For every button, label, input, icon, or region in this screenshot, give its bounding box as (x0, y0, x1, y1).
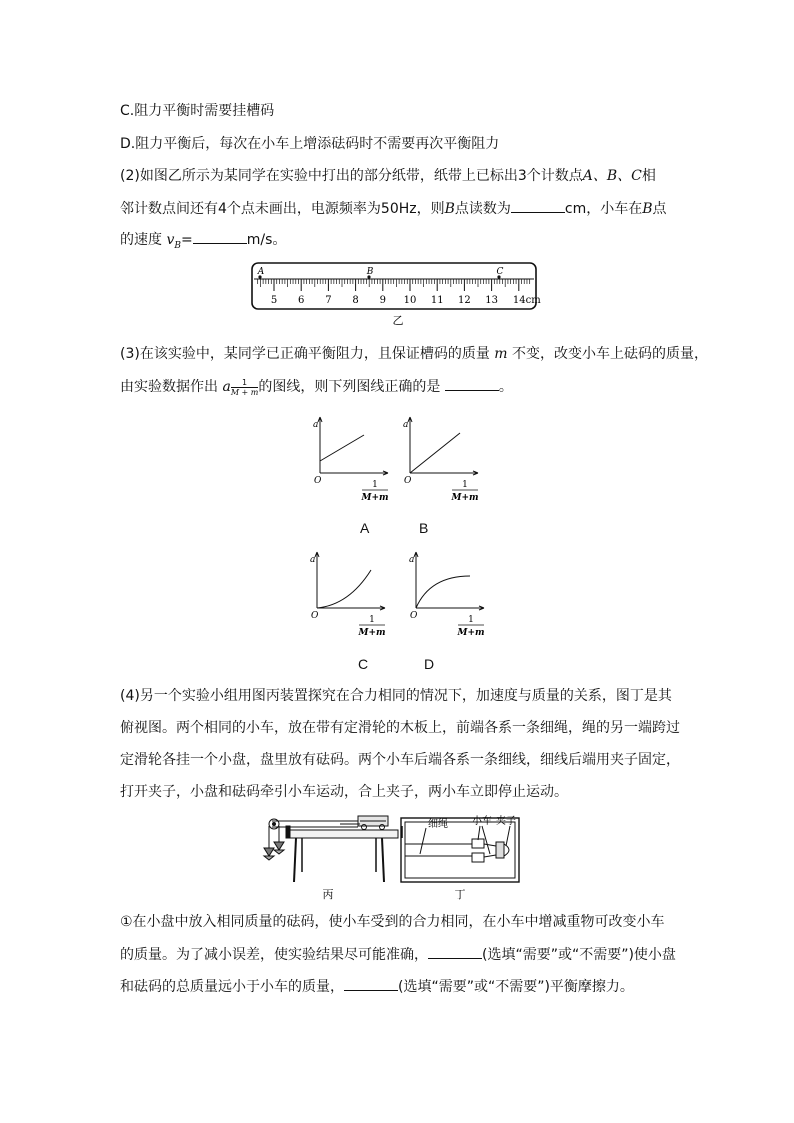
question-4-line-2: 俯视图。两个相同的小车，放在带有定滑轮的木板上，前端各系一条细绳，绳的另一端跨过 (120, 720, 680, 736)
question-3-line-1: (3)在该实验中，某同学已正确平衡阻力，且保证槽码的质量 m 不变，改变小车上砝码的质量， (120, 346, 709, 362)
ruler-tick-label: 14cm (512, 295, 541, 306)
question-3-line-2: 由实验数据作出 a $\frac{1}{M + m}$ 的图线，则下列图线正确的是 。 (120, 377, 513, 397)
graph-origin-label: O (404, 476, 412, 486)
answer-blank[interactable] (511, 198, 565, 213)
graph-x-denominator: M+m (457, 628, 485, 638)
ruler-tick-label: 6 (298, 295, 305, 306)
graph-label-d: D (424, 656, 435, 672)
graph-option-c (305, 550, 395, 645)
label-rope: 细绳 (428, 819, 448, 830)
side-view-apparatus (264, 816, 402, 882)
question-2-line-1: (2)如图乙所示为某同学在实验中打出的部分纸带，纸带上已标出3个计数点A、B、C相 (120, 168, 656, 184)
answer-blank[interactable] (445, 376, 499, 391)
graph-x-numerator: 1 (372, 480, 378, 490)
counting-point-label: C (496, 267, 504, 277)
graph-x-numerator: 1 (468, 615, 474, 625)
question-2-line-3: 的速度 $v_B= m/s$。 (120, 229, 286, 256)
ruler-tick-label: 10 (403, 295, 417, 306)
graph-option-a (308, 415, 398, 510)
ruler-tick-label: 11 (430, 295, 444, 306)
question-4-line-3: 定滑轮各挂一个小盘，盘里放有砝码。两个小车后端各系一条细线，细线后端用夹子固定， (120, 752, 680, 768)
graph-origin-label: O (314, 476, 322, 486)
counting-point-label: A (257, 267, 265, 277)
graph-y-axis-label: a (310, 555, 316, 565)
question-5-line-2: 的质量。为了减小误差，使实验结果尽可能准确， (选填“需要”或“不需要”)使小盘 (120, 944, 676, 965)
graph-label-b: B (419, 520, 429, 536)
top-view-apparatus (401, 818, 519, 882)
figure-caption-bing: 丙 (322, 888, 334, 901)
option-d: D.阻力平衡后，每次在小车上增添砝码时不需要再次平衡阻力 (120, 136, 500, 152)
graph-y-axis-label: a (409, 555, 415, 565)
graph-y-axis-label: a (403, 420, 409, 430)
tape-ruler-figure (250, 260, 540, 330)
graph-x-numerator: 1 (369, 615, 375, 625)
question-5-line-1: ①在小盘中放入相同质量的砝码，使小车受到的合力相同，在小车中增减重物可改变小车 (120, 914, 665, 930)
graph-x-denominator: M+m (451, 493, 479, 503)
question-5-line-3: 和砝码的总质量远小于小车的质量， (选填“需要”或“不需要”)平衡摩擦力。 (120, 976, 634, 997)
answer-blank[interactable] (428, 944, 482, 959)
question-2-line-2: 邻计数点间还有4个点未画出，电源频率为50Hz，则B点读数为 cm，小车在B点 (120, 198, 667, 219)
graph-origin-label: O (410, 611, 418, 621)
ruler-tick-label: 9 (379, 295, 386, 306)
label-cart: 小车 (472, 816, 492, 827)
graph-x-numerator: 1 (462, 480, 468, 490)
ruler-tick-label: 8 (352, 295, 359, 306)
ruler-tick-label: 7 (325, 295, 332, 306)
answer-blank[interactable] (344, 976, 398, 991)
graph-label-c: C (358, 656, 369, 672)
question-4-line-1: (4)另一个实验小组用图丙装置探究在合力相同的情况下，加速度与质量的关系，图丁是其 (120, 688, 672, 704)
graph-x-denominator: M+m (358, 628, 386, 638)
ruler-tick-label: 13 (485, 295, 498, 306)
question-4-line-4: 打开夹子，小盘和砝码牵引小车运动，合上夹子，两小车立即停止运动。 (120, 784, 568, 800)
graph-option-d (404, 550, 494, 645)
ruler-tick-label: 12 (458, 295, 471, 306)
figure-caption-yi: 乙 (392, 314, 404, 327)
counting-point-label: B (366, 267, 374, 277)
ruler-tick-label: 5 (270, 295, 278, 306)
option-c: C.阻力平衡时需要挂槽码 (120, 103, 275, 119)
graph-y-axis-label: a (313, 420, 319, 430)
graph-x-denominator: M+m (361, 493, 389, 503)
label-clip: 夹子 (496, 816, 516, 827)
graph-label-a: A (360, 520, 370, 536)
graph-option-b (398, 415, 488, 510)
inverse-mass-fraction: $\frac{1}{M + m}$ (230, 377, 259, 397)
graph-origin-label: O (311, 611, 319, 621)
figure-caption-ding: 丁 (454, 888, 466, 901)
answer-blank[interactable] (193, 229, 247, 244)
apparatus-figure (260, 808, 530, 908)
